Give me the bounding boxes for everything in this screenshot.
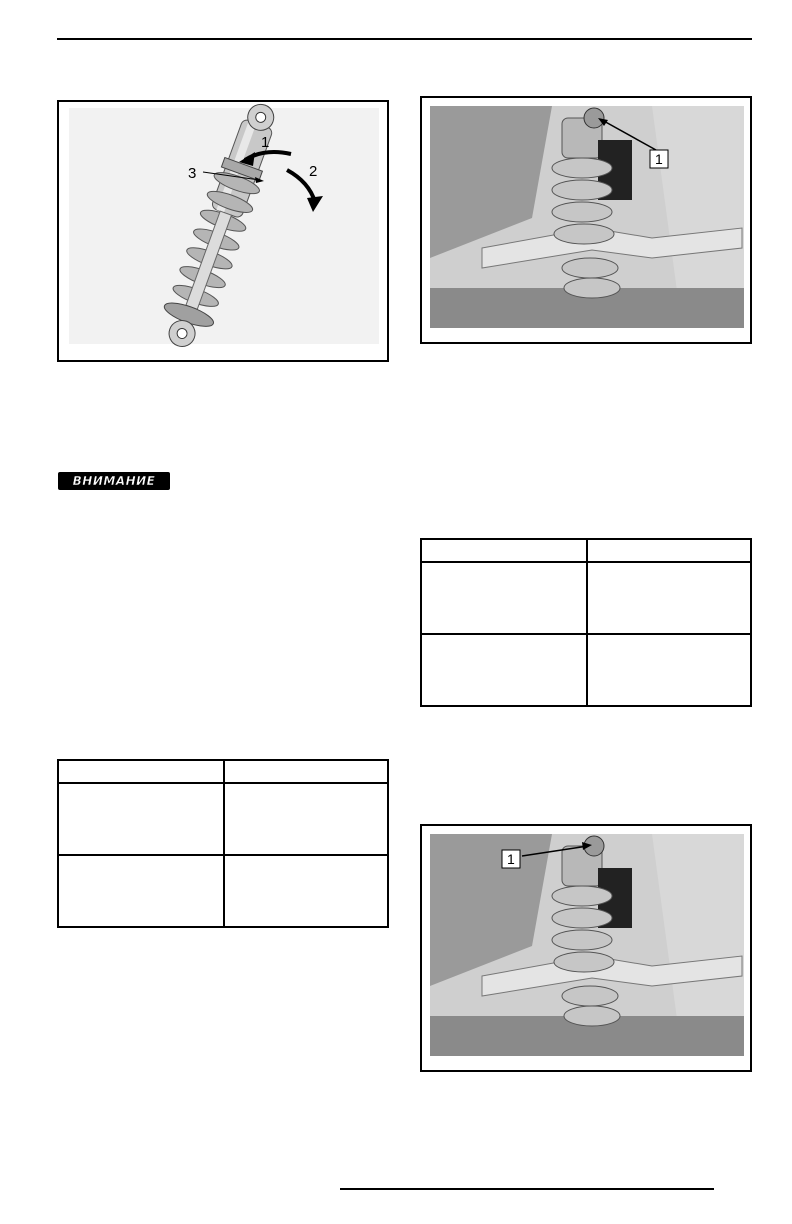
- table-row: [58, 783, 388, 855]
- suspension-top-illustration: [422, 98, 750, 342]
- table-row: [421, 634, 751, 706]
- suspension-photo-bottom: [420, 824, 752, 1072]
- callout-bottom-1: 1: [507, 851, 515, 867]
- warning-badge: [58, 472, 170, 490]
- footer-rule: [340, 1188, 714, 1190]
- table-row: [421, 562, 751, 634]
- callout-2: 2: [309, 163, 318, 180]
- table-cell: [224, 760, 388, 783]
- table-cell: [587, 539, 751, 562]
- header-rule: [57, 38, 752, 40]
- suspension-photo-top: [420, 96, 752, 344]
- shock-absorber-illustration: [59, 102, 387, 360]
- table-cell: [587, 562, 751, 634]
- callout-3: 3: [188, 165, 197, 182]
- table-right: [420, 538, 752, 707]
- table-cell: [58, 760, 224, 783]
- table-cell: [421, 539, 587, 562]
- callout-1: 1: [261, 134, 270, 151]
- table-cell: [421, 562, 587, 634]
- warning-label: ВНИМАНИЕ: [72, 474, 156, 488]
- table-cell: [58, 855, 224, 927]
- table-cell: [224, 783, 388, 855]
- table-left: [57, 759, 389, 928]
- table-row: [58, 855, 388, 927]
- table-right-header-row: [421, 539, 751, 562]
- table-cell: [421, 634, 587, 706]
- table-cell: [58, 783, 224, 855]
- table-cell: [224, 855, 388, 927]
- table-left-header-row: [58, 760, 388, 783]
- table-cell: [587, 634, 751, 706]
- callout-top-1: 1: [655, 151, 663, 167]
- shock-absorber-figure: [57, 100, 389, 362]
- suspension-bottom-illustration: [422, 826, 750, 1070]
